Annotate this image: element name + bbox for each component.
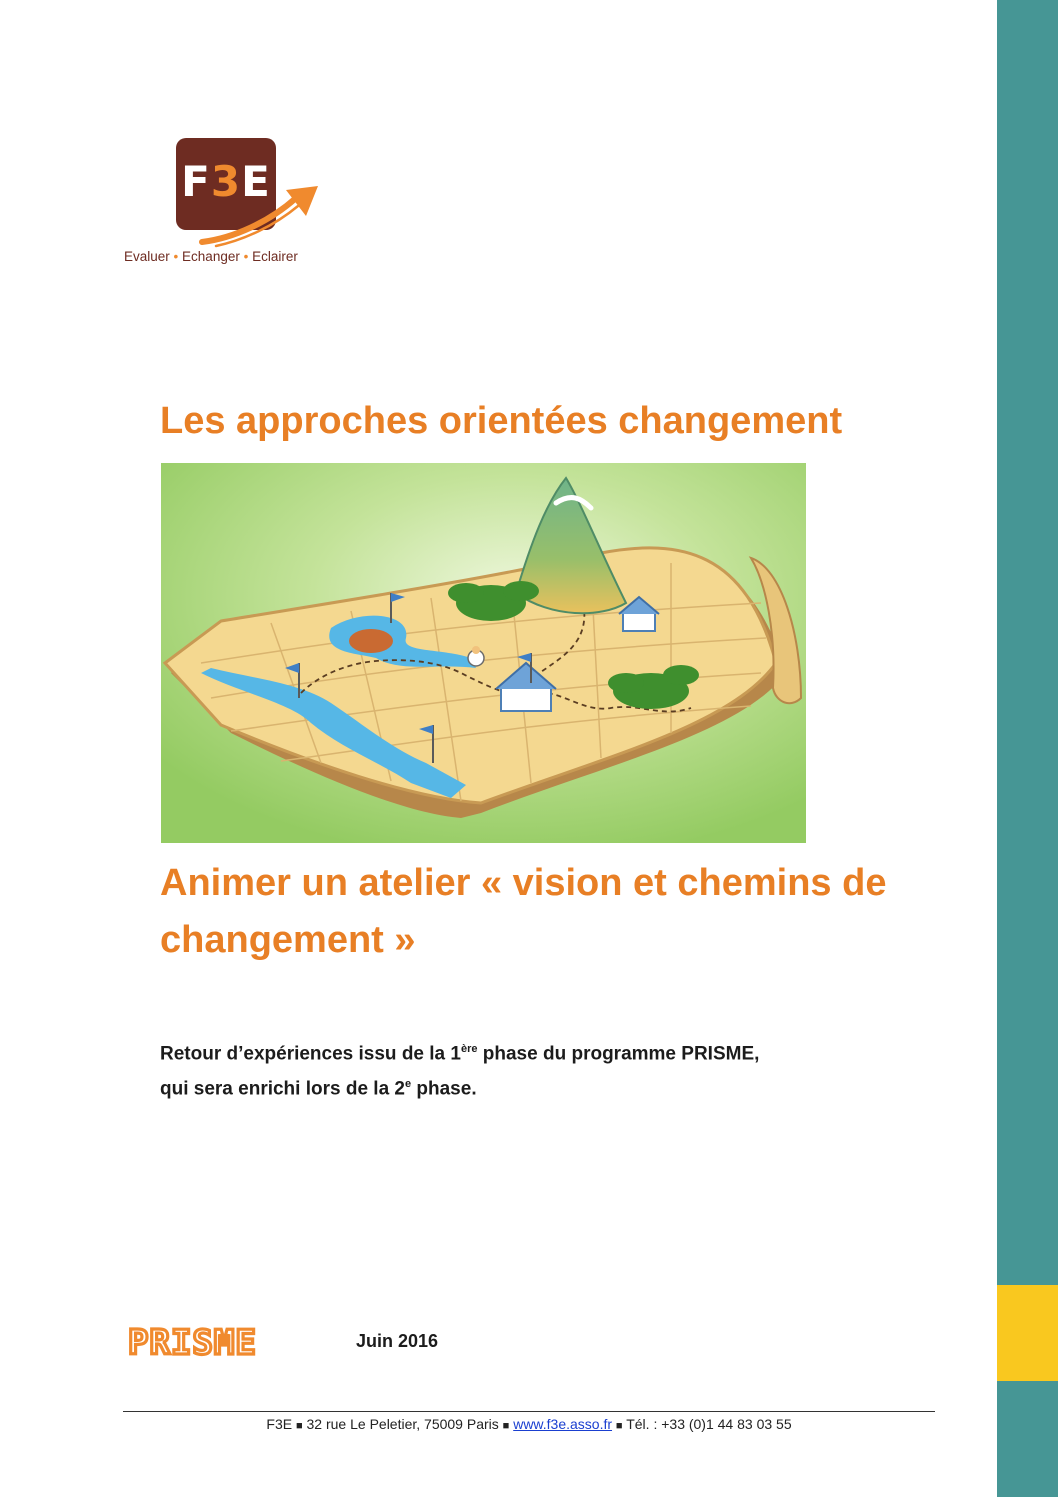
intro-line-2-text: qui sera enrichi lors de la 2: [160, 1078, 405, 1100]
publication-date: Juin 2016: [356, 1331, 439, 1351]
logo-letter-e: E: [241, 157, 271, 206]
footer-separator: ■: [295, 1420, 303, 1432]
footer-org: F3E: [266, 1416, 293, 1432]
document-subtitle: Animer un atelier « vision et chemins de changement »: [160, 862, 887, 961]
tagline-dot: •: [243, 249, 249, 264]
intro-line-2-superscript: e: [405, 1078, 412, 1091]
prisme-wordmark: PRISME: [128, 1324, 257, 1360]
tagline-dot: •: [173, 249, 179, 264]
footer-separator: ■: [615, 1420, 623, 1432]
footer-separator: ■: [502, 1420, 510, 1432]
intro-text: [160, 1034, 920, 1105]
map-illustration: [161, 463, 806, 843]
f3e-logo: [124, 135, 334, 270]
logo-letter-f: F: [181, 157, 211, 206]
arrow-icon: [194, 180, 324, 250]
document-title: Les approches orientées changement: [160, 400, 843, 442]
logo-tagline: [124, 249, 298, 264]
footer-divider: [123, 1411, 935, 1412]
prisme-logo: [128, 1324, 338, 1360]
intro-line-2: [160, 1069, 920, 1104]
intro-line-1: [160, 1034, 920, 1069]
footer-address: 32 rue Le Peletier, 75009 Paris: [306, 1416, 499, 1432]
tagline-word: Evaluer: [124, 249, 170, 264]
intro-line-2-text-end: phase.: [411, 1078, 477, 1100]
footer-phone: Tél. : +33 (0)1 44 83 03 55: [626, 1416, 792, 1432]
intro-line-1-text: Retour d’expériences issu de la 1: [160, 1043, 461, 1065]
side-band-accent: [997, 1285, 1058, 1381]
intro-line-1-text-end: phase du programme PRISME,: [477, 1043, 760, 1065]
footer-website-link[interactable]: www.f3e.asso.fr: [513, 1416, 613, 1432]
logo-letter-3: 3: [210, 157, 242, 206]
footer: [123, 1416, 935, 1432]
intro-line-1-superscript: ère: [460, 1043, 478, 1055]
tagline-word: Echanger: [182, 249, 240, 264]
tagline-word: Eclairer: [252, 249, 298, 264]
side-band: [997, 0, 1058, 1497]
